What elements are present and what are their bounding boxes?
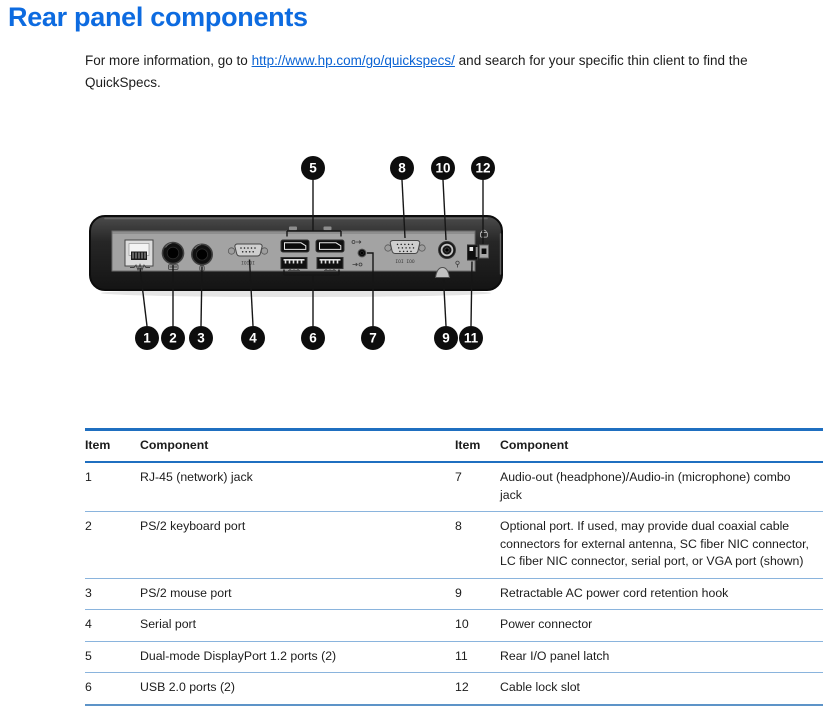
serial-mark: IOIOI bbox=[241, 261, 255, 267]
svg-text:4: 4 bbox=[249, 330, 257, 346]
item-cell: 8 bbox=[455, 519, 462, 534]
item-cell: 9 bbox=[455, 585, 462, 600]
callout-2 bbox=[161, 326, 185, 350]
component-cell: Optional port. If used, may provide dual coaxial cable connectors for external antenna, SC fiber NIC connector, LC fiber NIC connector, serial port, or VGA port (shown) bbox=[500, 519, 809, 569]
usb-port-2 bbox=[317, 258, 343, 271]
table-row bbox=[85, 673, 823, 705]
item-cell: 5 bbox=[85, 648, 92, 663]
svg-text:7: 7 bbox=[369, 330, 377, 346]
item-cell: 2 bbox=[85, 519, 92, 534]
rear-panel-diagram bbox=[80, 148, 510, 360]
svg-text:8: 8 bbox=[398, 160, 406, 176]
item-cell: 4 bbox=[85, 617, 92, 632]
component-cell: USB 2.0 ports (2) bbox=[140, 680, 235, 695]
item-cell: 1 bbox=[85, 470, 92, 485]
callout-5 bbox=[301, 156, 325, 180]
component-cell: Cable lock slot bbox=[500, 680, 580, 695]
component-cell: PS/2 mouse port bbox=[140, 585, 232, 600]
callout-10 bbox=[431, 156, 455, 180]
callout-1 bbox=[135, 326, 159, 350]
item-cell: 12 bbox=[455, 680, 469, 695]
component-cell: RJ-45 (network) jack bbox=[140, 470, 253, 485]
usb-port-1 bbox=[281, 258, 307, 271]
rear-panel-illustration bbox=[80, 148, 510, 360]
vga-mark: IOI IOO bbox=[395, 260, 415, 265]
header-item-left: Item bbox=[85, 438, 111, 452]
table-header-row bbox=[85, 431, 823, 463]
quickspecs-link[interactable]: http://www.hp.com/go/quickspecs/ bbox=[251, 53, 455, 68]
header-item-right: Item bbox=[455, 438, 481, 452]
component-cell: Retractable AC power cord retention hook bbox=[500, 585, 729, 600]
svg-text:11: 11 bbox=[463, 330, 479, 346]
svg-text:3: 3 bbox=[197, 330, 205, 346]
table-row bbox=[85, 463, 823, 512]
io-panel-latch bbox=[468, 245, 478, 260]
header-component-right: Component bbox=[500, 438, 569, 452]
power-connector bbox=[439, 242, 456, 259]
callout-9 bbox=[434, 326, 458, 350]
item-cell: 6 bbox=[85, 680, 92, 695]
components-table bbox=[85, 428, 823, 706]
page-title: Rear panel components bbox=[8, 2, 308, 32]
callout-6 bbox=[301, 326, 325, 350]
callout-4 bbox=[241, 326, 265, 350]
callout-11 bbox=[459, 326, 483, 350]
intro-paragraph bbox=[85, 50, 799, 94]
component-cell: Dual-mode DisplayPort 1.2 ports (2) bbox=[140, 648, 337, 663]
intro-text-before: For more information, go to bbox=[85, 53, 252, 68]
table-row bbox=[85, 610, 823, 641]
rj45-port bbox=[125, 240, 153, 270]
component-cell: Serial port bbox=[140, 617, 197, 632]
item-cell: 7 bbox=[455, 470, 462, 485]
callout-7 bbox=[361, 326, 385, 350]
component-cell: Audio-out (headphone)/Audio-in (microphone) combo jack bbox=[500, 470, 791, 502]
intro-text-after: and search for your specific thin client to find the QuickSpecs. bbox=[85, 53, 748, 90]
svg-text:6: 6 bbox=[309, 330, 317, 346]
callout-8 bbox=[390, 156, 414, 180]
item-cell: 10 bbox=[455, 617, 469, 632]
component-cell: Power connector bbox=[500, 617, 593, 632]
table-row bbox=[85, 642, 823, 673]
table-row bbox=[85, 579, 823, 610]
item-cell: 3 bbox=[85, 585, 92, 600]
svg-text:9: 9 bbox=[442, 330, 450, 346]
svg-text:12: 12 bbox=[475, 160, 491, 176]
component-cell: Rear I/O panel latch bbox=[500, 648, 610, 663]
callout-12 bbox=[471, 156, 495, 180]
table-row bbox=[85, 512, 823, 578]
svg-text:10: 10 bbox=[435, 160, 451, 176]
header-component-left: Component bbox=[140, 438, 209, 452]
svg-text:5: 5 bbox=[309, 160, 317, 176]
item-cell: 11 bbox=[455, 648, 468, 663]
callout-3 bbox=[189, 326, 213, 350]
component-cell: PS/2 keyboard port bbox=[140, 519, 246, 534]
svg-text:2: 2 bbox=[169, 330, 177, 346]
svg-text:1: 1 bbox=[143, 330, 151, 346]
